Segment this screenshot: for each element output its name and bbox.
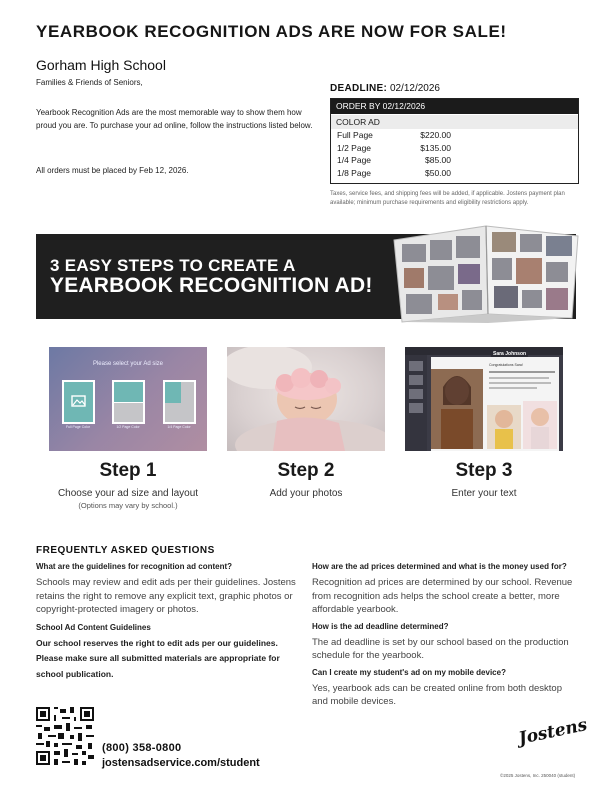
ad-size-caption: 1/2 Page Color	[116, 425, 140, 429]
deadline	[330, 83, 440, 94]
step-3-title: Step 3	[455, 460, 513, 481]
step-2-baby-photo	[227, 347, 385, 451]
faq-question: What are the guidelines for recognition ad content?	[36, 562, 233, 571]
faq-question: Can I create my student's ad on my mobile device?	[312, 667, 506, 677]
price-row	[331, 167, 578, 180]
intro-paragraph: Yearbook Recognition Ads are the most memorable way to show them how proud you are. To purchase your ad online, follow the instructions listed below.	[36, 108, 313, 130]
faq-left-column	[36, 561, 304, 682]
faq-question: How are the ad prices determined and what is the money used for?	[312, 562, 567, 571]
step-2-description: Add your photos	[269, 488, 343, 499]
faq-question: School Ad Content Guidelines	[36, 622, 151, 632]
image-icon	[64, 382, 93, 422]
price-table	[330, 98, 579, 184]
step-1-description: Choose your ad size and layout	[57, 488, 199, 499]
orders-note: All orders must be placed by Feb 12, 2026.	[36, 166, 189, 175]
jostens-logo: Jostens	[516, 714, 590, 749]
price-row	[331, 154, 578, 167]
faq-question: How is the ad deadline determined?	[312, 621, 449, 631]
ad-type-label: COLOR AD	[331, 115, 578, 129]
price-row-value: $50.00	[425, 167, 451, 178]
school-name: Gorham High School	[36, 57, 166, 73]
pricing-disclaimer: Taxes, service fees, and shipping fees will be added, if applicable. Jostens payment plan available; minimum purchase requirements and eligibility restrictions apply.	[330, 191, 565, 206]
step-1-image	[49, 347, 207, 451]
faq-answer: The ad deadline is set by our school based on the production schedule for the yearbook.	[312, 636, 569, 661]
faq-answer: Yes, yearbook ads can be created online from both desktop and mobile devices.	[312, 682, 562, 707]
ad-size-tile-full	[62, 380, 95, 424]
open-yearbook-image	[388, 222, 584, 324]
step-3-editor-screenshot	[405, 347, 563, 451]
price-row-value: $135.00	[420, 142, 451, 153]
banner-line-1: 3 EASY STEPS TO CREATE A	[50, 256, 296, 275]
faq-right-column	[312, 561, 580, 709]
greeting: Families & Friends of Seniors,	[36, 78, 143, 87]
faq-heading: FREQUENTLY ASKED QUESTIONS	[36, 545, 215, 556]
price-row	[331, 142, 578, 155]
step-1-title: Step 1	[99, 460, 157, 481]
baby-photo-illustration	[227, 347, 385, 451]
step-1-note: (Options may vary by school.)	[78, 501, 178, 510]
deadline-date: 02/12/2026	[389, 83, 440, 94]
ad-size-tile-quarter	[163, 380, 196, 424]
price-row-name: 1/2 Page	[337, 142, 372, 153]
price-row-name: 1/8 Page	[337, 167, 372, 178]
faq-answer: Recognition ad prices are determined by our school. Revenue from recognition ads helps the school create a better, more affordable yearbook.	[312, 577, 573, 615]
ad-size-prompt: Please select your Ad size	[92, 361, 164, 367]
copyright-notice: ©2025 Jostens, Inc. 250040 (student)	[500, 773, 576, 778]
step-2-title: Step 2	[277, 460, 335, 481]
price-row-value: $85.00	[425, 155, 451, 165]
qr-code-icon[interactable]	[36, 707, 94, 765]
faq-answer: Our school reserves the right to edit ads per our guidelines. Please make sure all submitted materials are appropriate for school publication.	[36, 637, 280, 679]
step-3-description: Enter your text	[451, 488, 517, 499]
contact-phone[interactable]: (800) 358-0800	[102, 742, 182, 754]
editor-heading: Congratulations Sara!	[489, 363, 523, 367]
editor-illustration	[405, 347, 563, 451]
ad-size-caption: Full Page Color	[65, 425, 91, 429]
page-headline: YEARBOOK RECOGNITION ADS ARE NOW FOR SALE!	[36, 22, 507, 41]
order-website-link[interactable]: jostensadservice.com/student	[102, 757, 260, 769]
price-row-name: Full Page	[337, 130, 373, 140]
editor-student-name: Sara Johnson	[493, 351, 527, 357]
price-row	[331, 129, 578, 142]
faq-answer: Schools may review and edit ads per their guidelines. Jostens retains the right to remove any explicit text, graphic photos or copyright-protected imagery or photos.	[36, 577, 296, 615]
ad-size-tile-half	[112, 380, 145, 424]
price-row-value: $220.00	[420, 130, 451, 140]
ad-size-caption: 1/4 Page Color	[167, 425, 191, 429]
price-row-name: 1/4 Page	[337, 155, 372, 165]
price-table-header: ORDER BY 02/12/2026	[331, 99, 578, 114]
deadline-label: DEADLINE:	[330, 83, 388, 94]
banner-line-2: YEARBOOK RECOGNITION AD!	[50, 274, 373, 297]
